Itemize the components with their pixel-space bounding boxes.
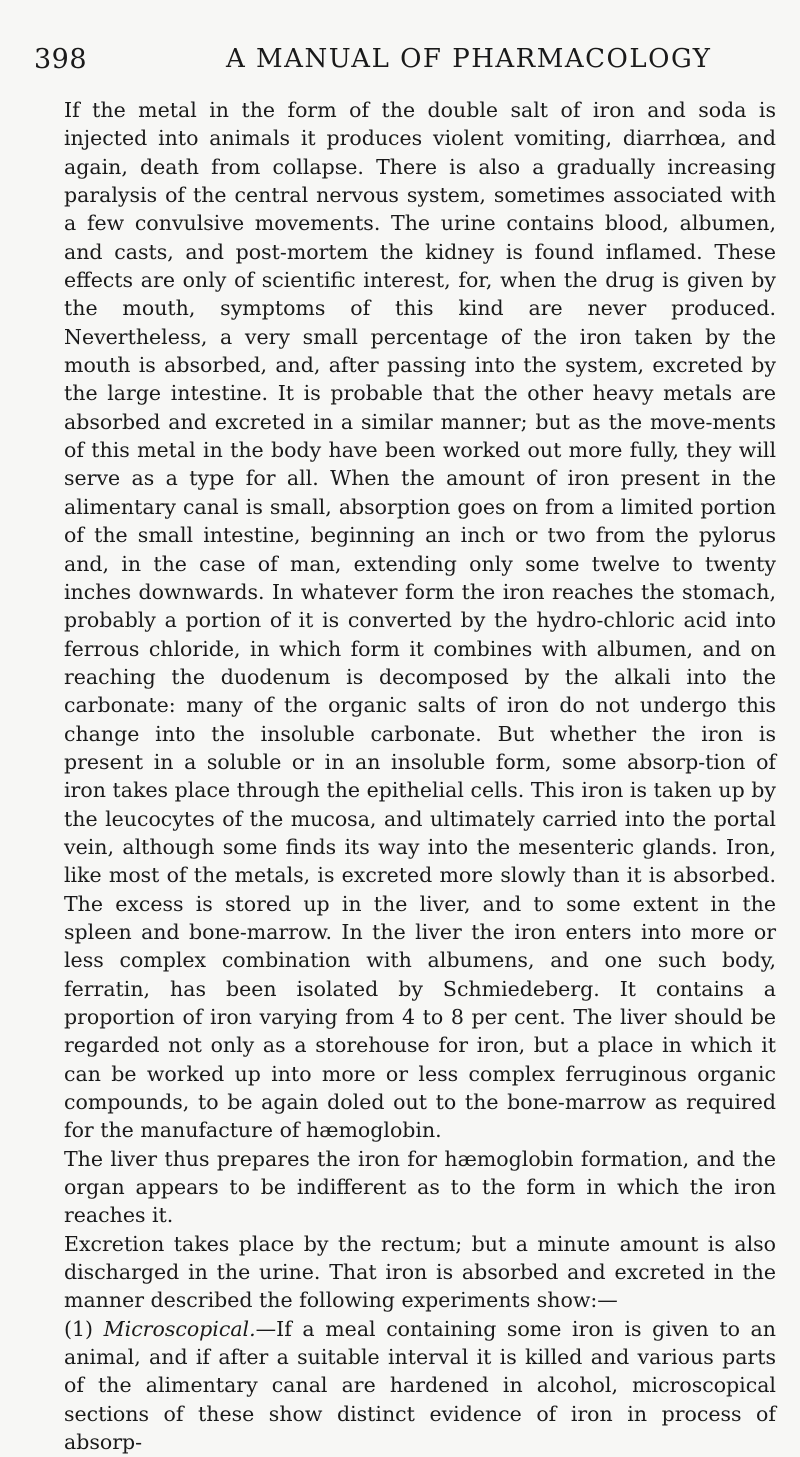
page-number: 398	[34, 44, 88, 75]
paragraph-4	[64, 1315, 776, 1457]
paragraph-4-text: —If a meal containing some iron is given to an animal, and if after a suitable interval it is killed and various parts of the alimentary canal are hardened in alcohol, microscopical sections of these show distinct evidence of iron in process of absorp-	[64, 1316, 776, 1455]
italic-heading: Microscopical.	[103, 1316, 256, 1341]
paragraph-2: The liver thus prepares the iron for hæmoglobin formation, and the organ appears to be indifferent as to the form in which the iron reaches it.	[64, 1146, 776, 1228]
running-title: A MANUAL OF PHARMACOLOGY	[226, 44, 712, 74]
paragraph-number: (1)	[64, 1316, 94, 1341]
page-header	[34, 44, 774, 84]
body-text	[64, 96, 776, 1457]
paragraph-1: If the metal in the form of the double salt of iron and soda is injected into animals it produces violent vomiting, diarrhœa, and again, death from collapse. There is also a gradually increasing paralysis of the central nervous system, sometimes associated with a few convulsive movements. The urine contains blood, albumen, and casts, and post-mortem the kidney is found inflamed. These effects are only of scientific interest, for, when the drug is given by the mouth, symptoms of this kind are never produced. Nevertheless, a very small percentage of the iron taken by the mouth is absorbed, and, after passing into the system, excreted by the large intestine. It is probable that the other heavy metals are absorbed and excreted in a similar manner; but as the move-ments of this metal in the body have been worked out more fully, they will serve as a type for all. When the amount of iron present in the alimentary canal is small, absorption goes on from a limited portion of the small intestine, beginning an inch or two from the pylorus and, in the case of man, extending only some twelve to twenty inches downwards. In whatever form the iron reaches the stomach, probably a portion of it is converted by the hydro-chloric acid into ferrous chloride, in which form it combines with albumen, and on reaching the duodenum is decomposed by the alkali into the carbonate: many of the organic salts of iron do not undergo this change into the insoluble carbonate. But whether the iron is present in a soluble or in an insoluble form, some absorp-tion of iron takes place through the epithelial cells. This iron is taken up by the leucocytes of the mucosa, and ultimately carried into the portal vein, although some finds its way into the mesenteric glands. Iron, like most of the metals, is excreted more slowly than it is absorbed. The excess is stored up in the liver, and to some extent in the spleen and bone-marrow. In the liver the iron enters into more or less complex combination with albumens, and one such body, ferratin, has been isolated by Schmiedeberg. It contains a proportion of iron varying from 4 to 8 per cent. The liver should be regarded not only as a storehouse for iron, but a place in which it can be worked up into more or less complex ferruginous organic compounds, to be again doled out to the bone-marrow as required for the manufacture of hæmoglobin.	[64, 98, 776, 1143]
paragraph-3: Excretion takes place by the rectum; but a minute amount is also discharged in the urine. That iron is absorbed and excreted in the manner described the following experiments show:—	[64, 1231, 776, 1313]
